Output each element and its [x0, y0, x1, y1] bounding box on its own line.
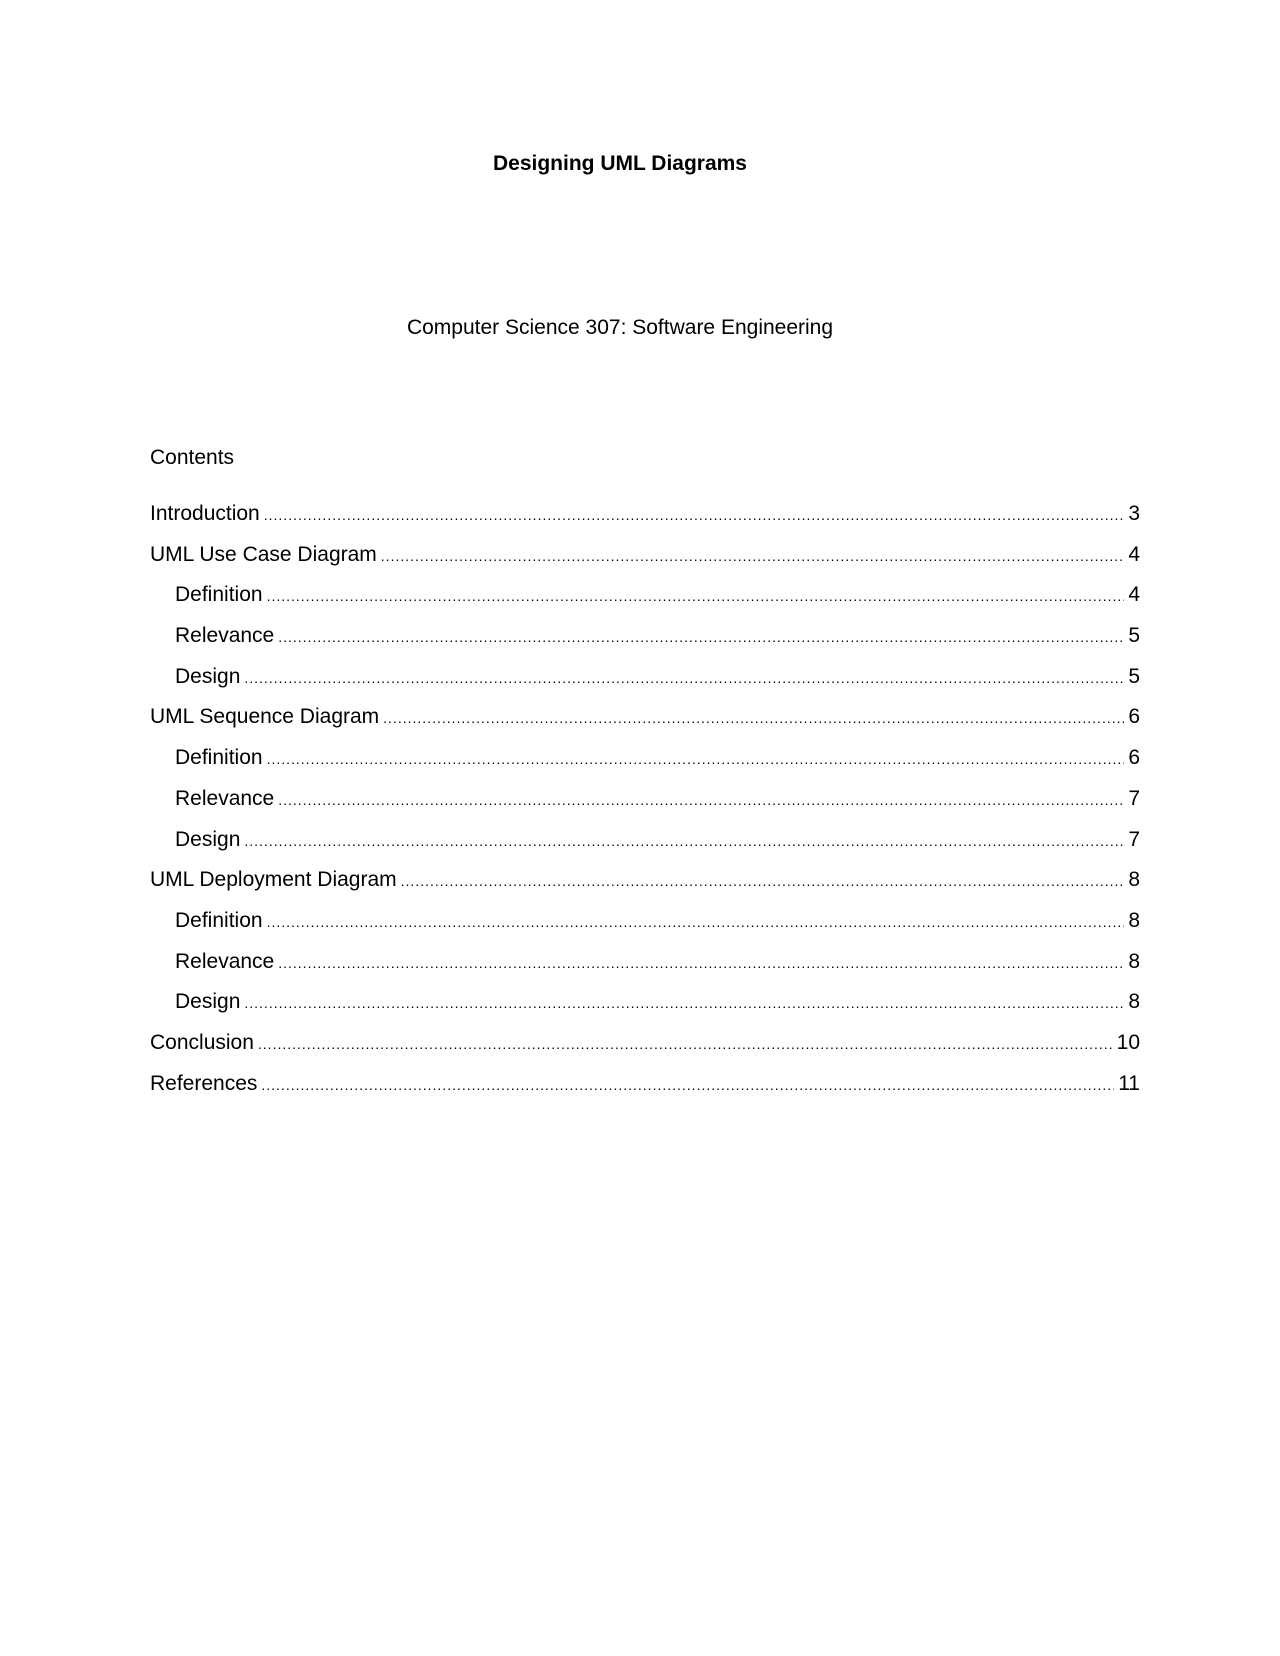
dot-leader	[258, 1036, 1113, 1052]
document-title: Designing UML Diagrams	[493, 152, 747, 175]
dot-leader	[261, 1077, 1114, 1093]
toc-entry-label: Design	[175, 990, 241, 1014]
toc-entry-page: 4	[1128, 583, 1140, 607]
toc-entry-label: Relevance	[175, 786, 275, 810]
toc-entry-label: Definition	[175, 908, 263, 932]
toc-entry-page: 11	[1118, 1071, 1140, 1095]
toc-entry-page: 8	[1128, 949, 1140, 973]
toc-entry[interactable]	[150, 502, 1140, 543]
toc-entry-label: Introduction	[150, 502, 260, 525]
toc-entry[interactable]	[150, 909, 1140, 950]
toc-entry[interactable]	[150, 543, 1140, 584]
toc-entry[interactable]	[150, 705, 1140, 746]
toc-entry-label: UML Sequence Diagram	[150, 705, 380, 729]
toc-entry-page: 8	[1128, 868, 1140, 892]
dot-leader	[244, 833, 1124, 849]
toc-entry-page: 10	[1116, 1030, 1140, 1054]
toc-entry-label: Design	[175, 827, 241, 851]
toc-entry[interactable]	[150, 665, 1140, 706]
toc-entry-page: 8	[1128, 990, 1140, 1014]
toc-entry-page: 7	[1128, 786, 1140, 810]
toc-entry-page: 8	[1128, 908, 1140, 932]
toc-entry-label: UML Use Case Diagram	[150, 542, 377, 566]
toc-entry[interactable]	[150, 1072, 1140, 1113]
dot-leader	[383, 710, 1124, 726]
dot-leader	[244, 995, 1124, 1011]
toc-entry-page: 5	[1128, 664, 1140, 688]
toc-entry[interactable]	[150, 583, 1140, 624]
toc-entry-page: 5	[1128, 624, 1140, 648]
dot-leader	[278, 629, 1124, 645]
toc-entry[interactable]	[150, 746, 1140, 787]
toc-entry[interactable]	[150, 950, 1140, 991]
dot-leader	[264, 507, 1125, 523]
dot-leader	[278, 792, 1124, 808]
toc-entry-label: Relevance	[175, 949, 275, 973]
toc-entry-page: 7	[1128, 827, 1140, 851]
toc-entry-label: References	[150, 1071, 258, 1095]
dot-leader	[244, 670, 1124, 686]
toc-entry[interactable]	[150, 990, 1140, 1031]
dot-leader	[267, 588, 1125, 604]
toc-entry-label: Relevance	[175, 624, 275, 648]
toc-entry[interactable]	[150, 828, 1140, 869]
toc-entry-page: 6	[1128, 705, 1140, 729]
table-of-contents	[150, 502, 1140, 1112]
toc-entry-page: 3	[1128, 502, 1140, 525]
toc-entry-label: UML Deployment Diagram	[150, 868, 397, 892]
dot-leader	[381, 548, 1125, 564]
toc-entry[interactable]	[150, 1031, 1140, 1072]
toc-entry-page: 4	[1128, 542, 1140, 566]
toc-heading: Contents	[150, 446, 235, 469]
dot-leader	[278, 955, 1124, 971]
toc-entry-label: Definition	[175, 746, 263, 770]
toc-entry-page: 6	[1128, 746, 1140, 770]
toc-entry-label: Definition	[175, 583, 263, 607]
toc-entry[interactable]	[150, 624, 1140, 665]
toc-entry-label: Conclusion	[150, 1030, 254, 1054]
document-subtitle: Computer Science 307: Software Engineering	[406, 316, 834, 339]
dot-leader	[267, 751, 1125, 767]
toc-entry-label: Design	[175, 664, 241, 688]
toc-entry[interactable]	[150, 868, 1140, 909]
dot-leader	[267, 914, 1125, 930]
dot-leader	[401, 873, 1125, 889]
toc-entry[interactable]	[150, 787, 1140, 828]
